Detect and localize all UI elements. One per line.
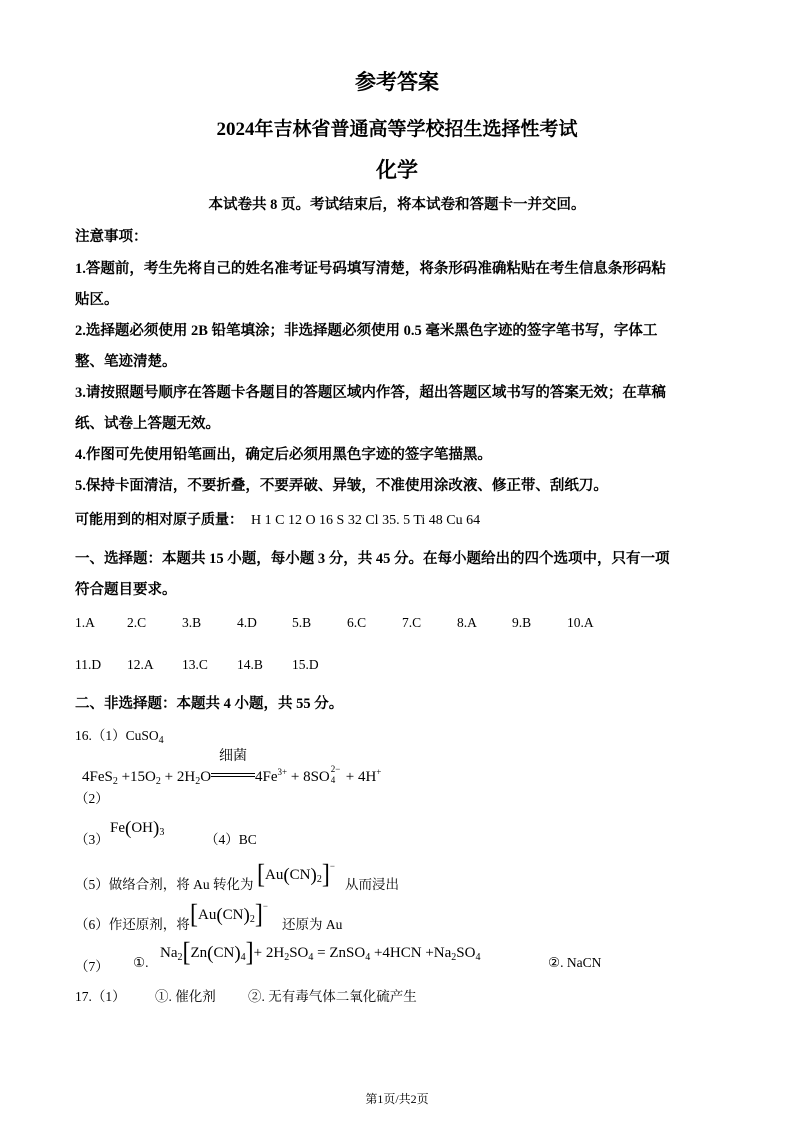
atomic-mass-line: [75, 509, 480, 529]
note-3-line-1: 3.请按照题号顺序在答题卡各题目的答题区域内作答，超出答题区域书写的答案无效；在草稿: [75, 385, 666, 401]
note-3-line-2: 纸、试卷上答题无效。: [75, 416, 220, 432]
reaction-condition: 细菌: [219, 749, 248, 764]
answer-7: 7.C: [402, 615, 422, 630]
q17-part-1-answer-2: ②. 无有毒气体二氧化硫产生: [248, 989, 417, 1004]
subject-title: 化学: [376, 158, 418, 182]
answer-12: 12.A: [127, 657, 154, 672]
answer-11: 11.D: [75, 657, 102, 672]
answer-2: 2.C: [127, 615, 147, 630]
note-2-line-2: 整、笔迹清楚。: [75, 354, 177, 370]
note-5: 5.保持卡面清洁，不要折叠，不要弄破、异皱，不准使用涂改液、修正带、刮纸刀。: [75, 478, 608, 494]
page-number: 第1页/共2页: [365, 1092, 429, 1106]
q16-part-7-answer-2: ②. NaCN: [548, 955, 602, 970]
note-1-line-1: 1.答题前，考生先将自己的姓名准考证号码填写清楚，将条形码准确粘贴在考生信息条形码粘: [75, 261, 666, 277]
intro-line: 本试卷共 8 页。考试结束后，将本试卷和答题卡一并交回。: [208, 197, 586, 213]
section-1-line-2: 符合题目要求。: [75, 582, 177, 598]
q16-part-1-text: 16.（1）CuSO: [75, 728, 159, 743]
note-1-line-2: 贴区。: [75, 292, 119, 308]
page-title: 参考答案: [355, 70, 439, 94]
q16-part-3-label: （3）: [75, 832, 109, 847]
answer-15: 15.D: [292, 657, 319, 672]
answer-1: 1.A: [75, 615, 95, 630]
q16-part-1: [75, 724, 164, 746]
q16-part-4: （4）BC: [205, 832, 257, 847]
answer-8: 8.A: [457, 615, 477, 630]
atomic-mass-label: 可能用到的相对原子质量：: [75, 513, 243, 528]
reaction-arrow: [211, 749, 255, 782]
q17-part-1-answer-1: ①. 催化剂: [155, 989, 216, 1004]
q16-part-6-suffix: 还原为 Au: [282, 917, 343, 932]
atomic-mass-values: H 1 C 12 O 16 S 32 Cl 35. 5 Ti 48 Cu 64: [251, 513, 481, 528]
answer-6: 6.C: [347, 615, 367, 630]
answer-10: 10.A: [567, 615, 594, 630]
notes-heading: 注意事项：: [75, 229, 148, 245]
answer-4: 4.D: [237, 615, 257, 630]
note-4: 4.作图可先使用铅笔画出，确定后必须用黑色字迹的签字笔描黑。: [75, 447, 492, 463]
q16-part-3-formula: $Fe(OH)_3$: [110, 818, 165, 839]
q16-part-2-label: （2）: [75, 791, 109, 806]
q17-part-1-label: 17.（1）: [75, 989, 126, 1004]
answer-13: 13.C: [182, 657, 208, 672]
q16-part-5-formula: $[Au(CN)_2]^-$: [257, 860, 335, 890]
q16-part-5-text: （5）做络合剂，将 Au 转化为: [75, 877, 254, 892]
q16-part-7-label: （7）: [75, 959, 109, 974]
section-1-line-1: 一、选择题：本题共 15 小题，每小题 3 分，共 45 分。在每小题给出的四个选项中，只有一项: [75, 551, 670, 567]
q16-part-1-subscript: 4: [158, 735, 164, 746]
q16-part-2-equation: $4FeS_2 +15O_2 + 2H_2O$ 细菌 $4Fe^{3+} + 8SO$ 2− 4 + 4H+: [82, 766, 381, 787]
answer-14: 14.B: [237, 657, 263, 672]
q16-part-5-suffix: 从而浸出: [345, 877, 399, 892]
answer-9: 9.B: [512, 615, 532, 630]
note-2-line-1: 2.选择题必须使用 2B 铅笔填涂；非选择题必须使用 0.5 毫米黑色字迹的签字笔书写，字体工: [75, 323, 658, 339]
q16-part-7-equation: $Na_2[Zn(CN)_4]+ 2H_2SO_4$ = ZnSO$_4$ $+4HCN +Na_2SO_4$: [160, 938, 481, 968]
q16-part-6-text: （6）作还原剂，将: [75, 917, 190, 932]
answer-3: 3.B: [182, 615, 202, 630]
q16-part-7-answer-1-marker: ①.: [133, 955, 149, 970]
exam-title: 2024年吉林省普通高等学校招生选择性考试: [216, 119, 578, 140]
answer-5: 5.B: [292, 615, 312, 630]
q16-part-6-formula: $[Au(CN)_2]^-$: [190, 900, 268, 930]
section-2-title: 二、非选择题：本题共 4 小题，共 55 分。: [75, 696, 344, 712]
